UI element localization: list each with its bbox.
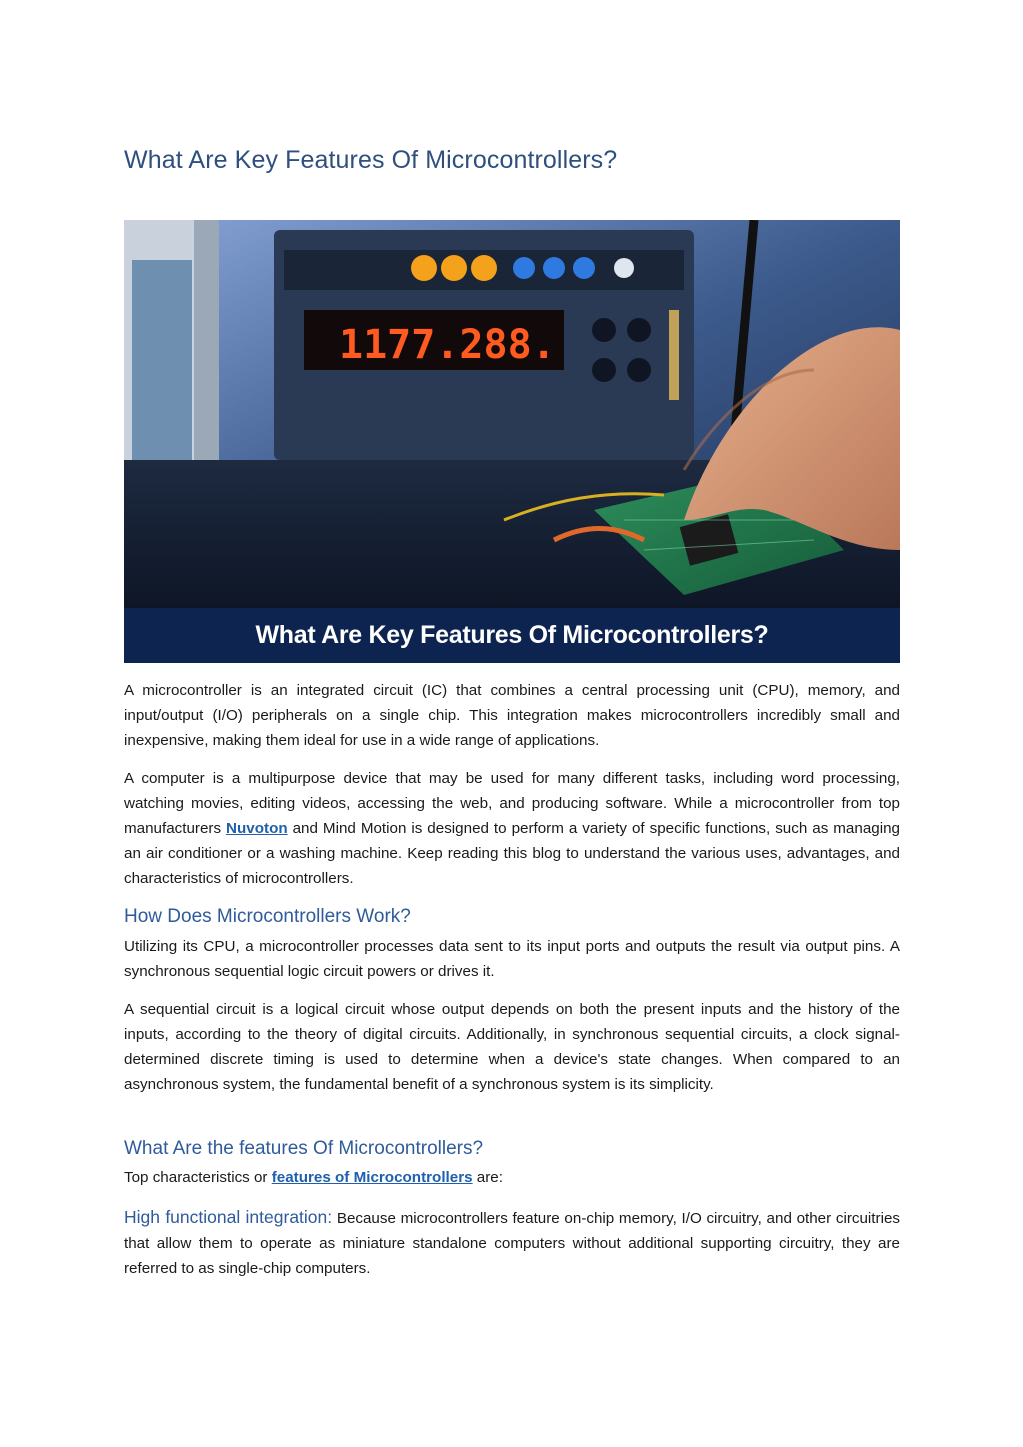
intro-paragraph-1: A microcontroller is an integrated circuit (IC) that combines a central processing unit (CPU), memory, and input/output (I/O) peripherals on a single chip. This integration makes microcontrollers incredibly small and inexpensive, making them ideal for use in a wide range of applications.	[124, 682, 900, 749]
feature-text: Because microcontrollers feature on-chip memory, I/O circuitry, and other circuitries that allow them to operate as miniature standalone computers without additional supporting circuitry, they are referred to as single-chip computers.	[124, 1210, 900, 1277]
nuvoton-link[interactable]: Nuvoton	[226, 820, 288, 837]
section1-paragraph-2: A sequential circuit is a logical circuit whose output depends on both the present inputs and the history of the inputs, according to the theory of digital circuits. Additionally, in synchronous sequential circuits, a clock signal-determined discrete timing is used to determine when a device's state changes. When compared to an asynchronous system, the fundamental benefit of a synchronous system is its simplicity.	[124, 1001, 900, 1093]
section-heading-features: What Are the features Of Microcontrollers?	[124, 1138, 484, 1159]
display-readout: 1177.288.	[339, 322, 556, 368]
intro-paragraph-2	[124, 766, 900, 891]
hero-illustration	[124, 220, 900, 608]
hero-image	[124, 220, 900, 663]
intro-p2-text-before: A computer is a multipurpose device that may be used for many different tasks, including word processing, watching movies, editing videos, accessing the web, and producing software. While a microcontroller from top manufacturers	[124, 770, 900, 837]
intro-p2-text-after: and Mind Motion is designed to perform a variety of specific functions, such as managing an air conditioner or a washing machine. Keep reading this blog to understand the various uses, advantages, and characteristics of microcontrollers.	[124, 820, 900, 887]
features-intro-after: are:	[472, 1169, 503, 1186]
feature-high-integration	[124, 1205, 900, 1281]
section-heading-how-work: How Does Microcontrollers Work?	[124, 906, 411, 927]
features-link[interactable]: features of Microcontrollers	[271, 1169, 473, 1186]
features-intro	[124, 1165, 900, 1190]
feature-label: High functional integration:	[124, 1207, 333, 1227]
page-title: What Are Key Features Of Microcontrollers?	[124, 146, 618, 174]
features-intro-before: Top characteristics or	[124, 1169, 272, 1186]
hero-banner-text: What Are Key Features Of Microcontrollers?	[124, 608, 900, 663]
section1-paragraph-1: Utilizing its CPU, a microcontroller processes data sent to its input ports and outputs the result via output pins. A synchronous sequential logic circuit powers or drives it.	[124, 938, 900, 980]
